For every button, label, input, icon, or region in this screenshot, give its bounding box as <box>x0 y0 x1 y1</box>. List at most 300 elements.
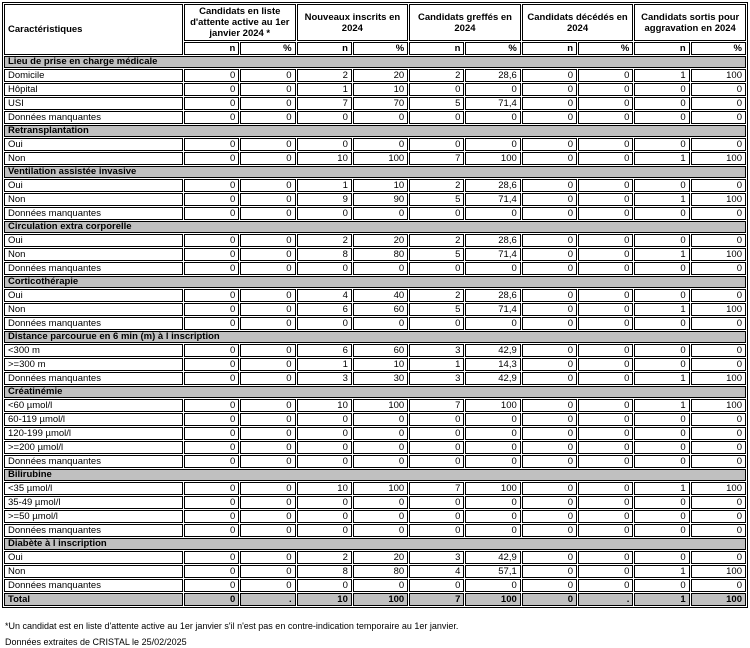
section-title: Distance parcourue en 6 min (m) à l inscription <box>4 331 746 343</box>
value-cell: 0 <box>184 317 239 330</box>
value-cell: 7 <box>297 97 352 110</box>
column-group-transplanted: Candidats greffés en 2024 <box>409 4 521 41</box>
value-cell: 0 <box>691 317 746 330</box>
value-cell: 0 <box>184 455 239 468</box>
total-value-cell: 100 <box>465 593 520 606</box>
value-cell: 28,6 <box>465 289 520 302</box>
value-cell: 0 <box>578 111 633 124</box>
value-cell: 100 <box>691 372 746 385</box>
value-cell: 0 <box>522 248 577 261</box>
value-cell: 0 <box>634 455 689 468</box>
row-label: Données manquantes <box>4 317 183 330</box>
value-cell: 0 <box>522 152 577 165</box>
table-row <box>4 303 746 316</box>
value-cell: 0 <box>634 524 689 537</box>
value-cell: 0 <box>691 441 746 454</box>
value-cell: 0 <box>353 579 408 592</box>
value-cell: 0 <box>634 262 689 275</box>
table-row <box>4 496 746 509</box>
value-cell: 1 <box>634 372 689 385</box>
value-cell: 0 <box>522 344 577 357</box>
value-cell: 0 <box>240 482 295 495</box>
value-cell: 1 <box>634 69 689 82</box>
table-row <box>4 372 746 385</box>
value-cell: 100 <box>691 248 746 261</box>
table-row <box>4 83 746 96</box>
value-cell: 20 <box>353 234 408 247</box>
row-label: Oui <box>4 551 183 564</box>
table-row <box>4 344 746 357</box>
value-cell: 0 <box>634 179 689 192</box>
value-cell: 0 <box>465 111 520 124</box>
table-row <box>4 413 746 426</box>
value-cell: 5 <box>409 248 464 261</box>
value-cell: 0 <box>691 111 746 124</box>
group-header-row <box>4 4 746 41</box>
value-cell: 0 <box>240 551 295 564</box>
value-cell: 0 <box>184 303 239 316</box>
value-cell: 4 <box>297 289 352 302</box>
table-row <box>4 193 746 206</box>
value-cell: 60 <box>353 303 408 316</box>
value-cell: 0 <box>691 234 746 247</box>
value-cell: 0 <box>240 358 295 371</box>
row-label: Données manquantes <box>4 579 183 592</box>
row-label: Données manquantes <box>4 524 183 537</box>
value-cell: 1 <box>634 248 689 261</box>
value-cell: 0 <box>578 317 633 330</box>
value-cell: 0 <box>297 207 352 220</box>
section-title: Corticothérapie <box>4 276 746 288</box>
value-cell: 100 <box>691 482 746 495</box>
value-cell: 10 <box>353 358 408 371</box>
value-cell: 0 <box>240 441 295 454</box>
table-row <box>4 234 746 247</box>
value-cell: 10 <box>297 482 352 495</box>
value-cell: 0 <box>297 441 352 454</box>
value-cell: 0 <box>465 496 520 509</box>
value-cell: 0 <box>522 565 577 578</box>
value-cell: 0 <box>634 427 689 440</box>
value-cell: 0 <box>240 413 295 426</box>
value-cell: 80 <box>353 565 408 578</box>
value-cell: 8 <box>297 248 352 261</box>
value-cell: 0 <box>634 579 689 592</box>
section-title: Diabète à l inscription <box>4 538 746 550</box>
value-cell: 0 <box>240 234 295 247</box>
value-cell: 1 <box>634 152 689 165</box>
table-row <box>4 510 746 523</box>
value-cell: 5 <box>409 97 464 110</box>
value-cell: 0 <box>634 234 689 247</box>
section-header-row <box>4 221 746 233</box>
value-cell: 0 <box>184 69 239 82</box>
value-cell: 0 <box>353 413 408 426</box>
column-group-removed-worsening: Candidats sortis pour aggravation en 2024 <box>634 4 746 41</box>
row-label: 35-49 µmol/l <box>4 496 183 509</box>
value-cell: 0 <box>240 344 295 357</box>
subheader-n: n <box>184 42 239 55</box>
value-cell: 0 <box>297 413 352 426</box>
value-cell: 1 <box>634 482 689 495</box>
value-cell: 0 <box>691 579 746 592</box>
value-cell: 0 <box>184 524 239 537</box>
value-cell: 6 <box>297 344 352 357</box>
value-cell: 0 <box>240 83 295 96</box>
value-cell: 0 <box>240 69 295 82</box>
value-cell: 0 <box>353 111 408 124</box>
value-cell: 0 <box>240 317 295 330</box>
value-cell: 0 <box>578 372 633 385</box>
total-value-cell: 1 <box>634 593 689 606</box>
value-cell: 0 <box>465 441 520 454</box>
row-label: Oui <box>4 234 183 247</box>
value-cell: 0 <box>691 207 746 220</box>
value-cell: 0 <box>353 262 408 275</box>
value-cell: 0 <box>634 138 689 151</box>
value-cell: 100 <box>465 482 520 495</box>
value-cell: 0 <box>522 510 577 523</box>
table-header <box>4 4 746 55</box>
row-label: Non <box>4 303 183 316</box>
value-cell: 0 <box>184 262 239 275</box>
value-cell: 0 <box>578 565 633 578</box>
candidates-characteristics-table <box>2 2 748 608</box>
subheader-n: n <box>409 42 464 55</box>
value-cell: 0 <box>184 441 239 454</box>
section-title: Circulation extra corporelle <box>4 221 746 233</box>
row-label: Non <box>4 248 183 261</box>
value-cell: 0 <box>409 262 464 275</box>
table-row <box>4 97 746 110</box>
row-label: Données manquantes <box>4 455 183 468</box>
value-cell: 0 <box>184 111 239 124</box>
table-row <box>4 152 746 165</box>
value-cell: 100 <box>691 69 746 82</box>
subheader-%: % <box>578 42 633 55</box>
value-cell: 0 <box>184 138 239 151</box>
value-cell: 0 <box>240 579 295 592</box>
table-row <box>4 179 746 192</box>
value-cell: 40 <box>353 289 408 302</box>
value-cell: 0 <box>522 317 577 330</box>
subheader-%: % <box>353 42 408 55</box>
value-cell: 0 <box>184 248 239 261</box>
value-cell: 0 <box>409 138 464 151</box>
row-label: 120-199 µmol/l <box>4 427 183 440</box>
value-cell: 0 <box>522 234 577 247</box>
total-value-cell: 10 <box>297 593 352 606</box>
table-row <box>4 455 746 468</box>
section-title: Créatinémie <box>4 386 746 398</box>
value-cell: 0 <box>184 427 239 440</box>
value-cell: 0 <box>409 455 464 468</box>
value-cell: 0 <box>634 441 689 454</box>
table-row <box>4 482 746 495</box>
value-cell: 0 <box>634 344 689 357</box>
value-cell: 0 <box>522 427 577 440</box>
table-row <box>4 138 746 151</box>
value-cell: 0 <box>691 262 746 275</box>
value-cell: 28,6 <box>465 69 520 82</box>
value-cell: 0 <box>691 97 746 110</box>
value-cell: 0 <box>297 427 352 440</box>
section-header-row <box>4 538 746 550</box>
value-cell: 0 <box>240 496 295 509</box>
value-cell: 0 <box>409 579 464 592</box>
value-cell: 0 <box>578 510 633 523</box>
value-cell: 3 <box>297 372 352 385</box>
total-label: Total <box>4 593 183 606</box>
value-cell: 0 <box>522 262 577 275</box>
characteristics-column-header: Caractéristiques <box>4 4 183 55</box>
value-cell: 0 <box>578 152 633 165</box>
value-cell: 10 <box>353 83 408 96</box>
value-cell: 0 <box>578 551 633 564</box>
value-cell: 0 <box>465 138 520 151</box>
value-cell: 0 <box>691 344 746 357</box>
column-group-active-waiting-list: Candidats en liste d'attente active au 1er janvier 2024 * <box>184 4 296 41</box>
value-cell: 0 <box>578 344 633 357</box>
value-cell: 2 <box>409 179 464 192</box>
value-cell: 0 <box>465 413 520 426</box>
value-cell: 0 <box>522 303 577 316</box>
value-cell: 1 <box>409 358 464 371</box>
value-cell: 0 <box>578 234 633 247</box>
table-row <box>4 317 746 330</box>
value-cell: 70 <box>353 97 408 110</box>
value-cell: 0 <box>578 441 633 454</box>
value-cell: 2 <box>409 69 464 82</box>
value-cell: 0 <box>691 289 746 302</box>
value-cell: 0 <box>522 97 577 110</box>
value-cell: 0 <box>578 207 633 220</box>
table-row <box>4 262 746 275</box>
value-cell: 0 <box>578 496 633 509</box>
value-cell: 0 <box>297 317 352 330</box>
row-label: <60 µmol/l <box>4 399 183 412</box>
value-cell: 0 <box>184 413 239 426</box>
value-cell: 0 <box>184 358 239 371</box>
value-cell: 0 <box>240 111 295 124</box>
value-cell: 3 <box>409 344 464 357</box>
value-cell: 0 <box>184 97 239 110</box>
value-cell: 0 <box>184 551 239 564</box>
value-cell: 0 <box>184 579 239 592</box>
value-cell: 0 <box>297 510 352 523</box>
value-cell: 1 <box>634 193 689 206</box>
table-row <box>4 399 746 412</box>
value-cell: 7 <box>409 482 464 495</box>
value-cell: 8 <box>297 565 352 578</box>
table-row <box>4 111 746 124</box>
value-cell: 60 <box>353 344 408 357</box>
row-label: Oui <box>4 138 183 151</box>
value-cell: 0 <box>634 413 689 426</box>
value-cell: 7 <box>409 399 464 412</box>
value-cell: 100 <box>353 482 408 495</box>
value-cell: 0 <box>634 358 689 371</box>
value-cell: 57,1 <box>465 565 520 578</box>
value-cell: 42,9 <box>465 344 520 357</box>
value-cell: 0 <box>184 83 239 96</box>
value-cell: 80 <box>353 248 408 261</box>
value-cell: 0 <box>184 372 239 385</box>
value-cell: 0 <box>297 138 352 151</box>
value-cell: 0 <box>691 427 746 440</box>
subheader-%: % <box>465 42 520 55</box>
value-cell: 42,9 <box>465 551 520 564</box>
value-cell: 9 <box>297 193 352 206</box>
value-cell: 0 <box>578 69 633 82</box>
value-cell: 0 <box>634 207 689 220</box>
value-cell: 0 <box>578 138 633 151</box>
section-title: Lieu de prise en charge médicale <box>4 56 746 68</box>
value-cell: 0 <box>409 207 464 220</box>
row-label: Non <box>4 152 183 165</box>
value-cell: 0 <box>578 303 633 316</box>
value-cell: 5 <box>409 303 464 316</box>
row-label: Oui <box>4 179 183 192</box>
value-cell: 0 <box>522 289 577 302</box>
value-cell: 100 <box>691 565 746 578</box>
value-cell: 0 <box>184 344 239 357</box>
value-cell: 0 <box>297 111 352 124</box>
subheader-n: n <box>522 42 577 55</box>
subheader-n: n <box>297 42 352 55</box>
total-value-cell: 100 <box>353 593 408 606</box>
value-cell: 0 <box>522 193 577 206</box>
value-cell: 0 <box>465 579 520 592</box>
value-cell: 14,3 <box>465 358 520 371</box>
value-cell: 0 <box>353 455 408 468</box>
table-row <box>4 551 746 564</box>
value-cell: 0 <box>522 482 577 495</box>
value-cell: 1 <box>634 303 689 316</box>
column-group-deceased: Candidats décédés en 2024 <box>522 4 634 41</box>
value-cell: 0 <box>522 179 577 192</box>
section-header-row <box>4 276 746 288</box>
value-cell: 0 <box>353 207 408 220</box>
row-label: Non <box>4 193 183 206</box>
value-cell: 0 <box>578 179 633 192</box>
value-cell: 0 <box>240 193 295 206</box>
total-value-cell: 7 <box>409 593 464 606</box>
value-cell: 0 <box>184 207 239 220</box>
value-cell: 100 <box>465 399 520 412</box>
value-cell: 6 <box>297 303 352 316</box>
value-cell: 0 <box>409 524 464 537</box>
section-title: Bilirubine <box>4 469 746 481</box>
value-cell: 0 <box>522 496 577 509</box>
total-value-cell: 0 <box>184 593 239 606</box>
value-cell: 0 <box>184 152 239 165</box>
row-label: Oui <box>4 289 183 302</box>
row-label: >=200 µmol/l <box>4 441 183 454</box>
value-cell: 0 <box>184 234 239 247</box>
total-value-cell: 100 <box>691 593 746 606</box>
value-cell: 0 <box>240 455 295 468</box>
value-cell: 0 <box>634 496 689 509</box>
value-cell: 90 <box>353 193 408 206</box>
value-cell: 28,6 <box>465 234 520 247</box>
value-cell: 0 <box>409 111 464 124</box>
total-value-cell: 0 <box>522 593 577 606</box>
value-cell: 3 <box>409 372 464 385</box>
value-cell: 1 <box>634 565 689 578</box>
section-title: Retransplantation <box>4 125 746 137</box>
value-cell: 0 <box>465 317 520 330</box>
value-cell: 71,4 <box>465 303 520 316</box>
value-cell: 0 <box>465 510 520 523</box>
row-label: Données manquantes <box>4 207 183 220</box>
row-label: Données manquantes <box>4 111 183 124</box>
value-cell: 0 <box>297 262 352 275</box>
value-cell: 0 <box>240 289 295 302</box>
value-cell: 0 <box>522 83 577 96</box>
row-label: Données manquantes <box>4 262 183 275</box>
value-cell: 0 <box>578 358 633 371</box>
value-cell: 0 <box>578 248 633 261</box>
value-cell: 0 <box>634 317 689 330</box>
value-cell: 0 <box>240 138 295 151</box>
value-cell: 10 <box>353 179 408 192</box>
value-cell: 0 <box>691 455 746 468</box>
row-label: 60-119 µmol/l <box>4 413 183 426</box>
value-cell: 0 <box>522 207 577 220</box>
value-cell: 1 <box>297 179 352 192</box>
value-cell: 0 <box>184 565 239 578</box>
value-cell: 0 <box>634 289 689 302</box>
value-cell: 20 <box>353 69 408 82</box>
value-cell: 0 <box>409 510 464 523</box>
row-label: >=50 µmol/l <box>4 510 183 523</box>
column-group-new-registrations: Nouveaux inscrits en 2024 <box>297 4 409 41</box>
value-cell: 0 <box>353 496 408 509</box>
value-cell: 0 <box>691 83 746 96</box>
row-label: <35 µmol/l <box>4 482 183 495</box>
table-row <box>4 565 746 578</box>
value-cell: 100 <box>691 303 746 316</box>
value-cell: 0 <box>184 399 239 412</box>
value-cell: 0 <box>691 524 746 537</box>
value-cell: 0 <box>578 399 633 412</box>
value-cell: 100 <box>353 399 408 412</box>
value-cell: 0 <box>240 565 295 578</box>
value-cell: 0 <box>578 289 633 302</box>
row-label: >=300 m <box>4 358 183 371</box>
value-cell: 0 <box>578 427 633 440</box>
total-value-cell: . <box>240 593 295 606</box>
value-cell: 0 <box>465 427 520 440</box>
value-cell: 0 <box>184 289 239 302</box>
value-cell: 100 <box>691 399 746 412</box>
value-cell: 7 <box>409 152 464 165</box>
value-cell: 0 <box>634 111 689 124</box>
table-row <box>4 248 746 261</box>
value-cell: 100 <box>691 152 746 165</box>
total-row <box>4 593 746 606</box>
value-cell: 0 <box>297 455 352 468</box>
footnotes <box>2 621 748 648</box>
section-header-row <box>4 56 746 68</box>
value-cell: 0 <box>578 524 633 537</box>
value-cell: 10 <box>297 152 352 165</box>
value-cell: 0 <box>578 83 633 96</box>
row-label: Hôpital <box>4 83 183 96</box>
value-cell: 0 <box>240 372 295 385</box>
table-row <box>4 524 746 537</box>
